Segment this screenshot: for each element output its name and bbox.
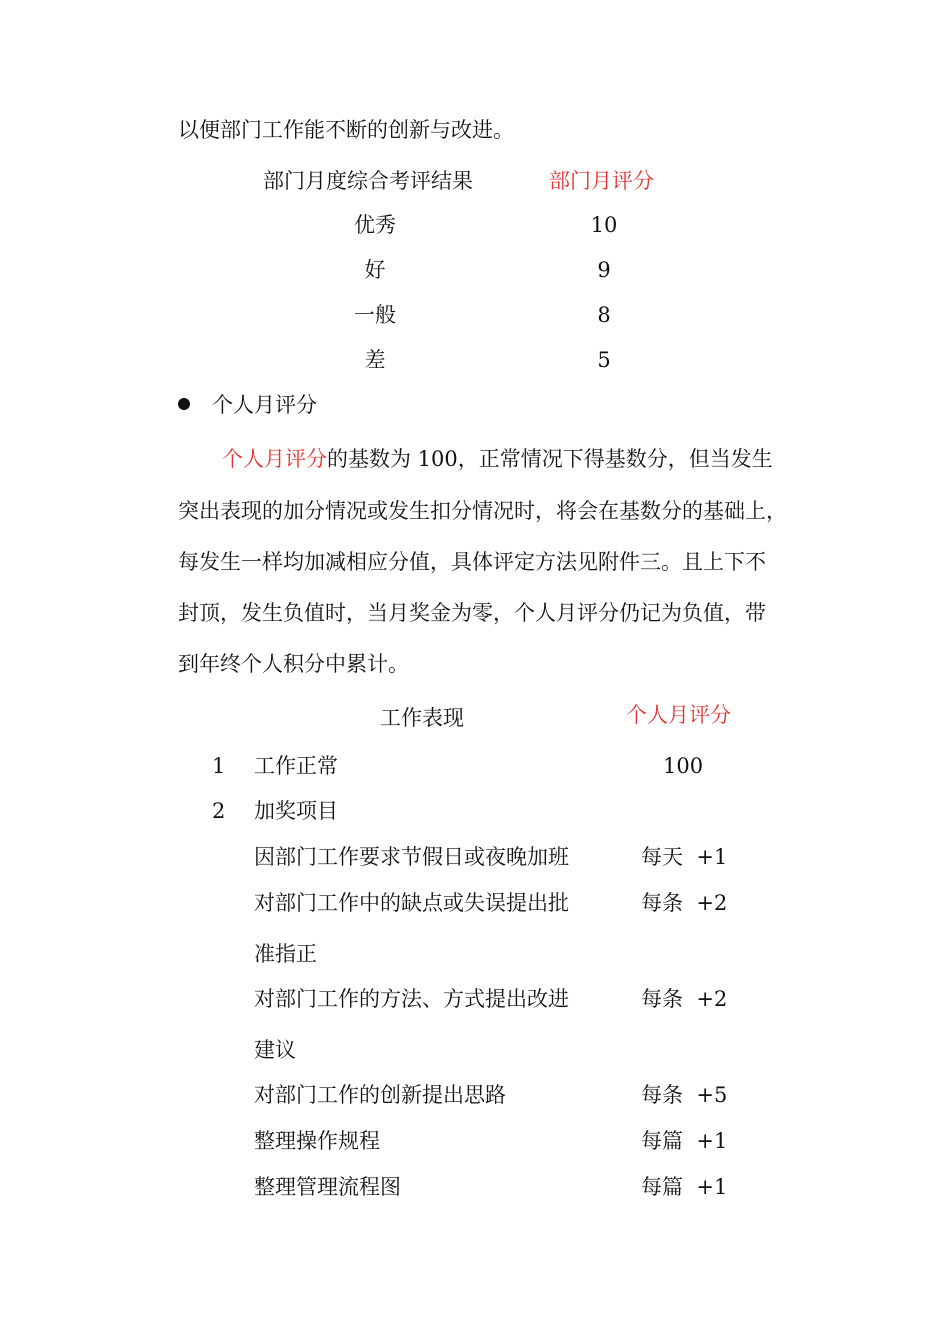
dept-row-score: 9	[597, 258, 611, 282]
row-number: 2	[212, 799, 226, 823]
sub-item-continued: 建议	[254, 1038, 296, 1062]
sub-item-score: 每条 +2	[641, 987, 728, 1011]
sub-item-score: 每条 +2	[641, 891, 728, 915]
highlight-term: 个人月评分	[222, 447, 327, 471]
person-table-header-left: 工作表现	[380, 706, 464, 730]
sub-item: 对部门工作的方法、方式提出改进	[254, 987, 569, 1011]
sub-item: 对部门工作中的缺点或失误提出批	[254, 891, 569, 915]
dept-table-header-right: 部门月评分	[549, 169, 654, 193]
intro-text: 以便部门工作能不断的创新与改进。	[178, 118, 514, 142]
row-item: 工作正常	[254, 754, 338, 778]
sub-item-continued: 准指正	[254, 942, 317, 966]
dept-row-score: 5	[597, 348, 611, 372]
paragraph-line-4: 封顶，发生负值时，当月奖金为零，个人月评分仍记为负值，带	[178, 601, 766, 625]
dept-row-result: 优秀	[354, 213, 396, 237]
sub-item: 整理管理流程图	[254, 1175, 401, 1199]
sub-item: 对部门工作的创新提出思路	[254, 1083, 506, 1107]
paragraph-line-5: 到年终个人积分中累计。	[178, 652, 409, 676]
sub-item-score: 每篇 +1	[641, 1129, 728, 1153]
dept-row-score: 10	[590, 213, 618, 237]
sub-item: 因部门工作要求节假日或夜晚加班	[254, 845, 569, 869]
dept-row-result: 差	[364, 348, 386, 372]
paragraph-line-2: 突出表现的加分情况或发生扣分情况时，将会在基数分的基础上，	[178, 499, 787, 523]
paragraph-line-1	[222, 446, 773, 472]
sub-item-score: 每天 +1	[641, 845, 728, 869]
dept-row-result: 好	[364, 258, 386, 282]
row-score: 100	[663, 754, 704, 778]
dept-row-result: 一般	[354, 303, 396, 327]
dept-row-score: 8	[597, 303, 611, 327]
row-number: 1	[212, 754, 226, 778]
sub-item-score: 每篇 +1	[641, 1175, 728, 1199]
dept-table-header-left: 部门月度综合考评结果	[263, 169, 473, 193]
row-item: 加奖项目	[254, 799, 338, 823]
bullet-icon	[178, 398, 190, 410]
paragraph-line-3: 每发生一样均加减相应分值，具体评定方法见附件三。且上下不	[178, 550, 766, 574]
paragraph-line-1-rest: 的基数为 100，正常情况下得基数分，但当发生	[327, 447, 773, 471]
person-table-header-right: 个人月评分	[626, 703, 731, 727]
sub-item: 整理操作规程	[254, 1129, 380, 1153]
sub-item-score: 每条 +5	[641, 1083, 728, 1107]
section-title: 个人月评分	[212, 393, 317, 417]
